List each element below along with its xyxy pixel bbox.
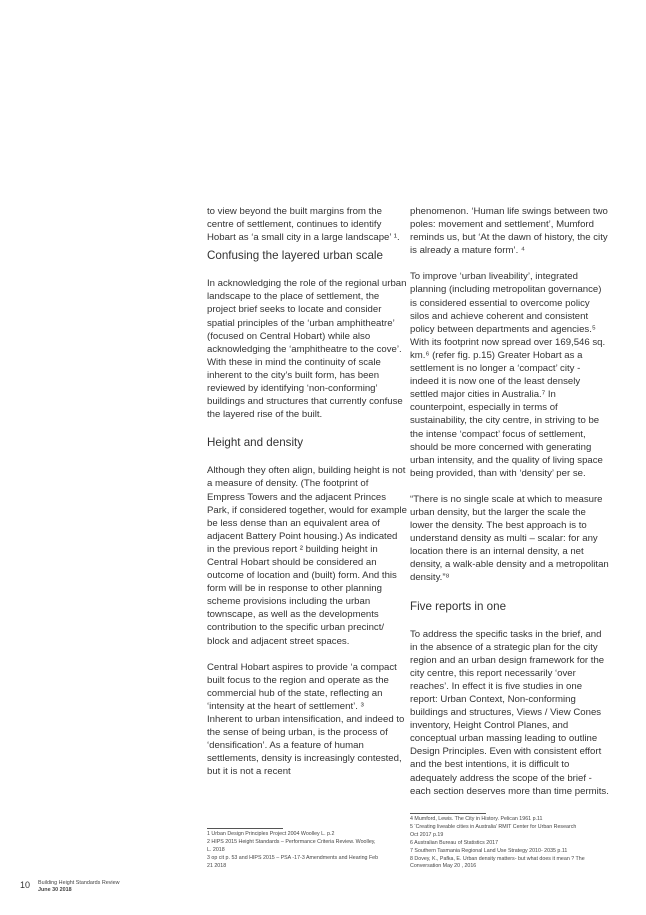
footnote-line: 21 2018 [207,862,227,869]
five-reports-paragraph: To address the specific tasks in the brief, and in the absence of a strategic plan for the city region and an urban design framework for the city centre, this report necessarily ‘over reaches’. In effect it is five studies in one report: Urban Context, Non-conforming buildings and structures, Views / View Cones inventory, Height Control Planes, and conceptual urban massing leading to outline Design Principles. Even with consistent effort and the best intentions, it is difficult to adequately address the scope of the brief - each section deserves more than time permits. [410,628,609,797]
footnotes-right [410,813,610,871]
intro-paragraph: to view beyond the built margins from the centre of settlement, continues to identify Hobart as ‘a small city in a large landscape’ ¹. [207,206,400,244]
left-column [207,205,407,778]
footnote-line: 1 Urban Design Principles Project 2004 Woolley L. p.2 [207,831,335,837]
page-number: 10 [20,880,31,890]
footnote-line: Oct 2017 p.19 [410,831,444,838]
footnote-line: L. 2018 [207,846,225,853]
footnote-line: 2 HIPS 2015 Height Standards – Performance Criteria Review. Woolley, [207,838,376,845]
heading-confusing-urban-scale: Confusing the layered urban scale [207,249,383,263]
heading-height-density: Height and density [207,436,304,450]
footer-date: June 30 2018 [38,886,72,893]
footnote-line: 3 op cit p. 53 and HIPS 2015 – PSA -17-3 Amendments and Hearing Feb [207,854,379,861]
footnote-line: 4 Mumford, Lewis. The City in History. Pelican 1961 p.11 [410,816,543,822]
footnote-line: 6 Australian Bureau of Statistics 2017 [410,839,499,846]
footer-report-title: Building Height Standards Review [38,880,120,886]
footnote-line: 7 Southern Tasmania Regional Land Use Strategy 2010- 2035 p.11 [410,847,568,854]
heading-five-reports: Five reports in one [410,599,507,613]
footnote-divider [410,813,486,814]
liveability-paragraph: To improve ‘urban liveability’, integrated planning (including metropolitan governance) is considered essential to overcome policy silos and achieve coherent and consistent policy between departments and agencies.⁵ With its footprint now spread over 169,546 sq. km.⁶ (refer fig. p.15) Greater Hobart as a settlement is no longer a ‘compact’ city - indeed it is now one of the least densely settled major cities in Australia.⁷ In counterpoint, especially in terms of sustainability, the city centre, in striving to be the intense ‘compact’ focus of settlement, should be more concerned with generating urban intensity, and the quality of living space being provided, than with ‘density’ per se. [410,271,606,479]
footnote-line: Conversation May 20 , 2016 [410,863,477,870]
footer-text [38,880,120,893]
footnotes-left [207,828,407,871]
height-paragraph: Although they often align, building height is not a measure of density. (The footprint of Empress Towers and the adjacent Princes Park, if considered together, would for example be less dense than an equivalent area of adjacent Battery Point housing.) As indicated in the previous report ² building height in Central Hobart should be considered an outcome of location and (built) form. And this form will be in response to other planning scheme provisions including the urban townscape, as well as the developments contribution to the specific urban precinct/ block and adjacent street spaces. [207,465,407,647]
footnote-line: 8 Dovey, K., Pafka, E. Urban density matters- but what does it mean ? The [410,855,585,862]
footnote-divider [207,828,283,829]
central-hobart-paragraph: Central Hobart aspires to provide ‘a compact built focus to the region and operate as the commercial hub of the state, reflecting an ‘intensity at the heart of settlement’. ³ [207,661,397,712]
density-quote: “There is no single scale at which to measure urban density, but the larger the scale the lower the density. The best approach is to understand density as multi – scalar: for any location there is an internal density, a net density, a walk-able density and a metropolitan density.”⁸ [410,493,609,584]
densification-paragraph: Inherent to urban intensification, and indeed to the sense of being urban, is the process of ‘densification’. As a feature of human settlements, density is increasingly contested, but it is not a recent [207,714,405,778]
phenomenon-paragraph: phenomenon. ‘Human life swings between two poles: movement and settlement’, Mumford reminds us, but ‘At the dawn of history, the city is already a mature form’. ⁴ [410,206,608,257]
confusing-paragraph: In acknowledging the role of the regional urban landscape to the place of settlement, the project brief seeks to locate and consider spatial principles of the ‘urban amphitheatre’ (focused on Central Hobart) while also acknowledging the ‘amphitheatre to the cove’. With these in mind the continuity of scale inherent to the city’s built form, has been reviewed by identifying ‘non-conforming’ buildings and structures that currently confuse the layered rise of the built. [207,278,407,421]
right-column [410,205,610,798]
footnote-line: 5 ‘Creating liveable cities in Australia’ RMIT Center for Urban Research [410,823,577,830]
